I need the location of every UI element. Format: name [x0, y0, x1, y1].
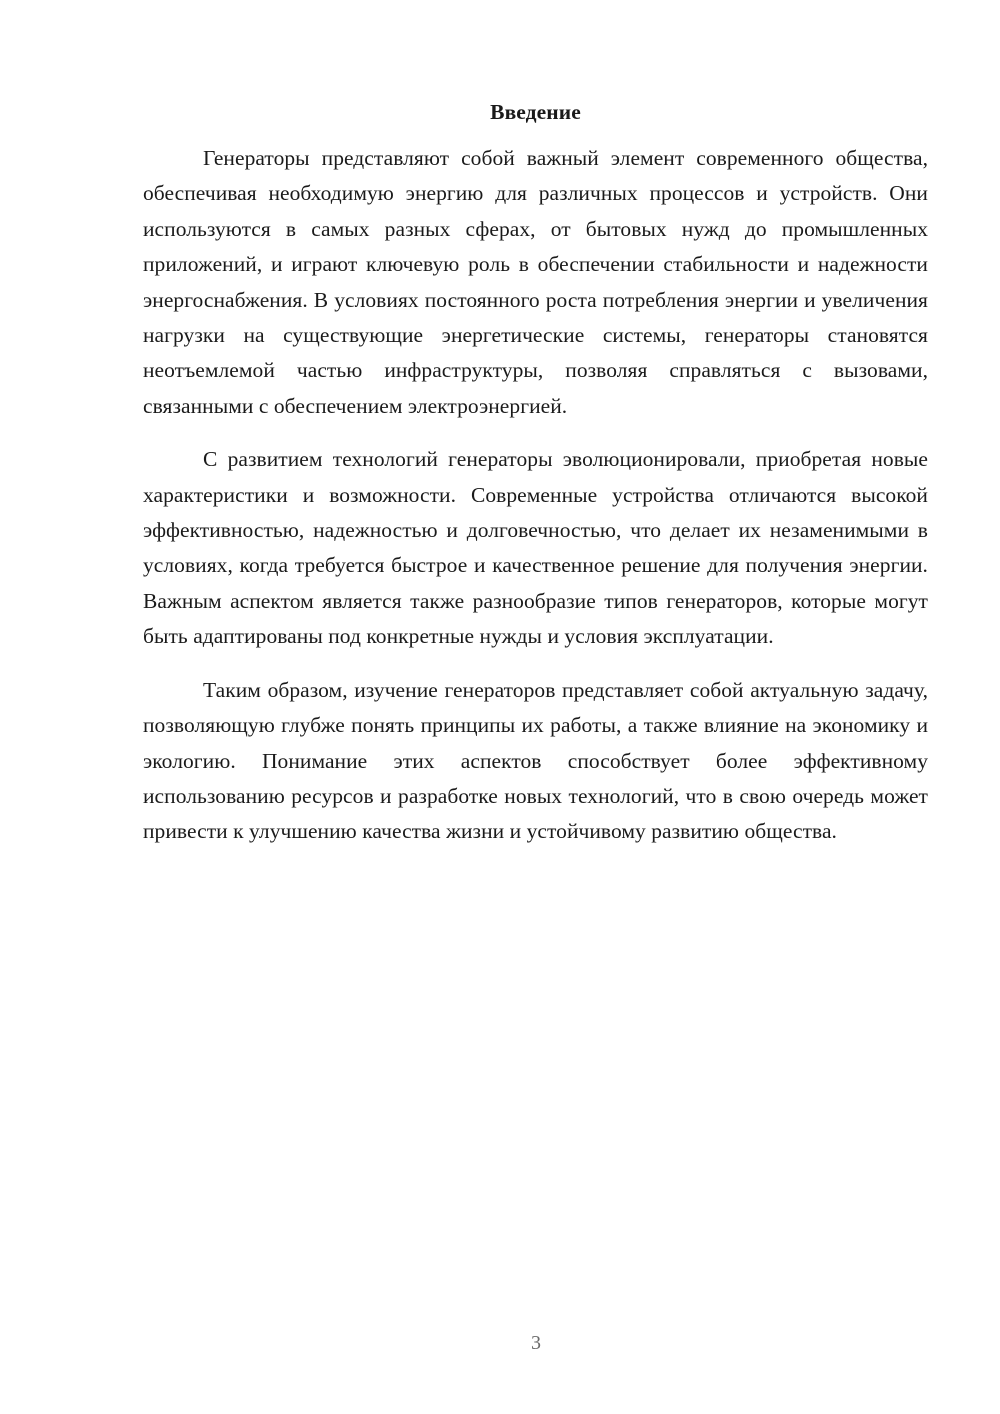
section-heading: Введение: [490, 100, 581, 124]
paragraph-2: С развитием технологий генераторы эволюционировали, приобретая новые характеристики и возможности. Современные устройства отличаются высокой эффективностью, надежностью и долговечностью, что делает их незаменимыми в условиях, когда требуется быстрое и качественное решение для получения энергии. Важным аспектом является также разнообразие типов генераторов, которые могут быть адаптированы под конкретные нужды и условия эксплуатации.: [143, 447, 928, 649]
paragraph-1: Генераторы представляют собой важный элемент современного общества, обеспечивая необходимую энергию для различных процессов и устройств. Они используются в самых разных сферах, от бытовых нужд до промышленных приложений, и играют ключевую роль в обеспечении стабильности и надежности энергоснабжения. В условиях постоянного роста потребления энергии и увеличения нагрузки на существующие энергетические системы, генераторы становятся неотъемлемой частью инфраструктуры, позволяя справляться с вызовами, связанными с обеспечением электроэнергией.: [143, 146, 928, 418]
paragraph-3: Таким образом, изучение генераторов представляет собой актуальную задачу, позволяющую глубже понять принципы их работы, а также влияние на экономику и экологию. Понимание этих аспектов способствует более эффективному использованию ресурсов и разработке новых технологий, что в свою очередь может привести к улучшению качества жизни и устойчивому развитию общества.: [143, 677, 928, 844]
page-number: 3: [531, 1332, 541, 1354]
page-content: [143, 96, 928, 850]
